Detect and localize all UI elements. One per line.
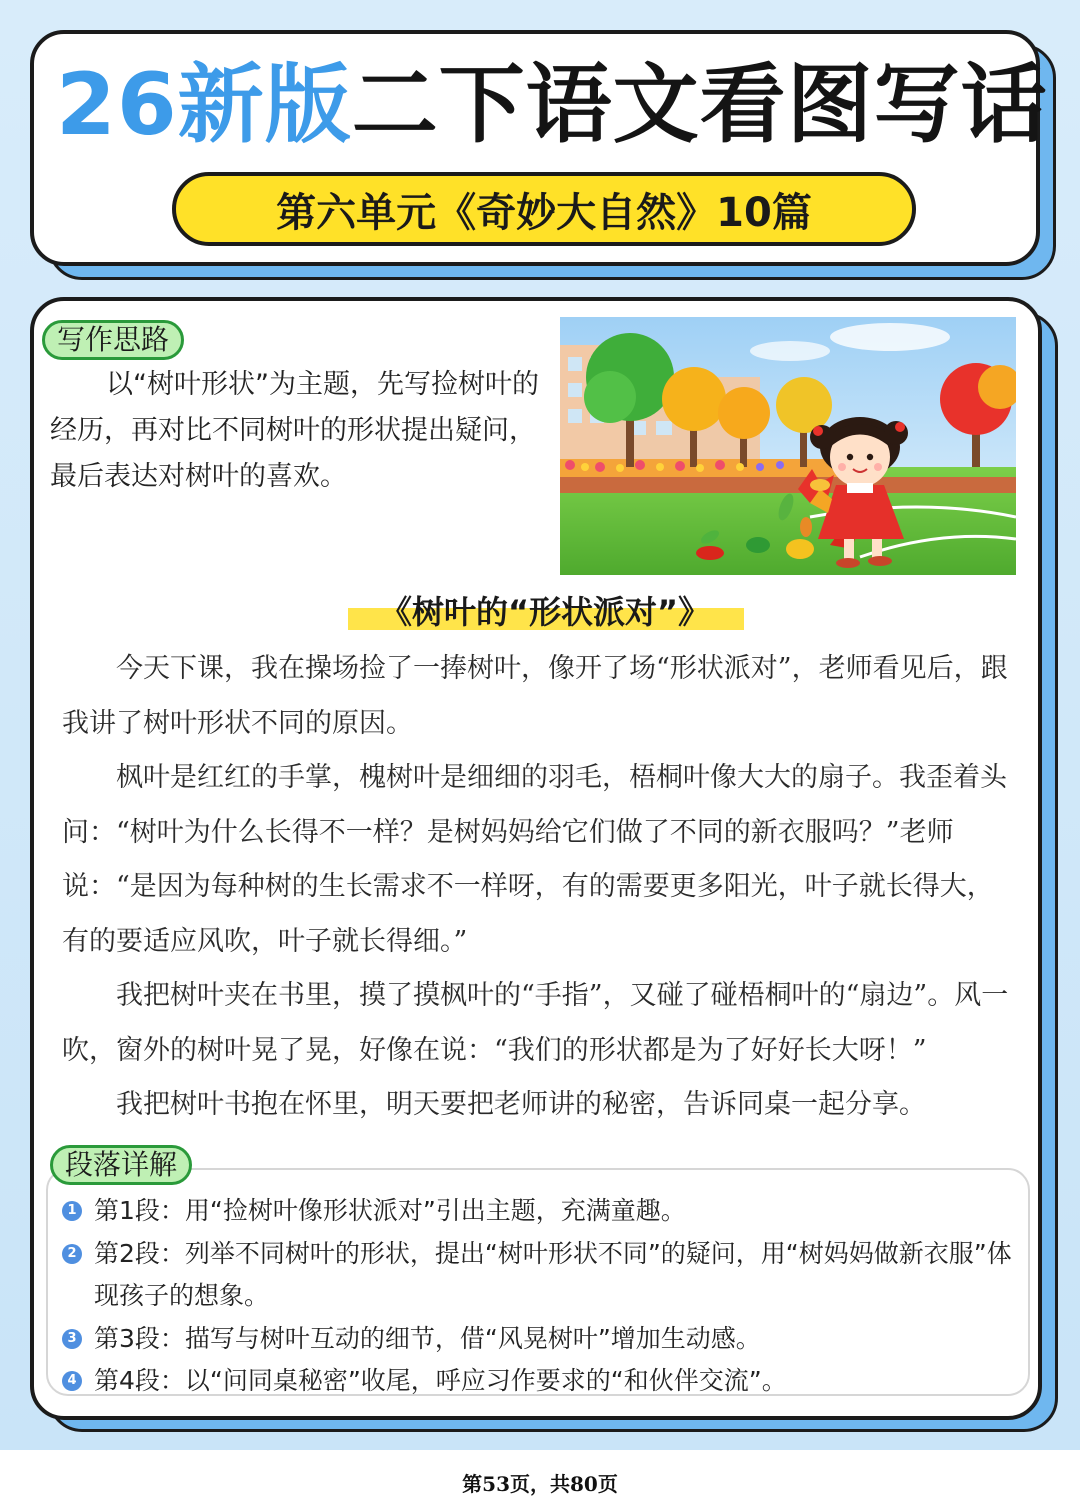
- subtitle-pill: [172, 172, 916, 246]
- paragraph-details-list: [62, 1190, 1022, 1403]
- essay-paragraph: 枫叶是红红的手掌，槐树叶是细细的羽毛，梧桐叶像大大的扇子。我歪着头问：“树叶为什么长得不一样？是树妈妈给它们做了不同的新衣服吗？”老师说：“是因为每种树的生长需求不一样呀，有的需要更多阳光，叶子就长得大，有的要适应风吹，叶子就长得细。”: [62, 762, 1007, 957]
- essay-body: [62, 642, 1012, 1133]
- number-badge-icon: 2: [62, 1244, 82, 1264]
- page-title: [56, 50, 1048, 160]
- list-item: [62, 1360, 1022, 1403]
- essay-title: 《树叶的“形状派对”》: [379, 593, 711, 631]
- number-badge-icon: 4: [62, 1371, 82, 1391]
- paragraph-details-tag: 段落详解: [50, 1145, 192, 1185]
- detail-text: 第1段：用“捡树叶像形状派对”引出主题，充满童趣。: [94, 1196, 686, 1225]
- title-prefix: 26新版: [56, 55, 352, 155]
- essay-paragraph: 今天下课，我在操场捡了一捧树叶，像开了场“形状派对”，老师看见后，跟我讲了树叶形状不同的原因。: [62, 653, 1008, 739]
- subtitle-text: 第六单元《奇妙大自然》10篇: [276, 189, 812, 236]
- list-item: [62, 1190, 1022, 1233]
- essay-title-wrap: [340, 590, 750, 634]
- list-item: [62, 1318, 1022, 1361]
- number-badge-icon: 3: [62, 1329, 82, 1349]
- essay-paragraph: 我把树叶夹在书里，摸了摸枫叶的“手指”，又碰了碰梧桐叶的“扇边”。风一吹，窗外的树叶晃了晃，好像在说：“我们的形状都是为了好好长大呀！”: [62, 980, 1009, 1066]
- writing-idea-tag: 写作思路: [42, 320, 184, 360]
- detail-text: 第2段：列举不同树叶的形状，提出“树叶形状不同”的疑问，用“树妈妈做新衣服”体现孩子的想象。: [94, 1238, 1012, 1310]
- detail-text: 第3段：描写与树叶互动的细节，借“风晃树叶”增加生动感。: [94, 1323, 761, 1353]
- essay-paragraph: 我把树叶书抱在怀里，明天要把老师讲的秘密，告诉同桌一起分享。: [116, 1089, 926, 1120]
- number-badge-icon: 1: [62, 1201, 82, 1221]
- detail-text: 第4段：以“问同桌秘密”收尾，呼应习作要求的“和伙伴交流”。: [94, 1366, 787, 1395]
- writing-idea-text: 以“树叶形状”为主题，先写捡树叶的经历，再对比不同树叶的形状提出疑问，最后表达对树叶的喜欢。: [50, 369, 539, 492]
- title-main: 二下语文看图写话: [351, 55, 1048, 155]
- girl-collecting-leaves-illustration: [560, 317, 1016, 575]
- list-item: [62, 1233, 1022, 1318]
- page-number: 第53页，共80页: [462, 1472, 618, 1496]
